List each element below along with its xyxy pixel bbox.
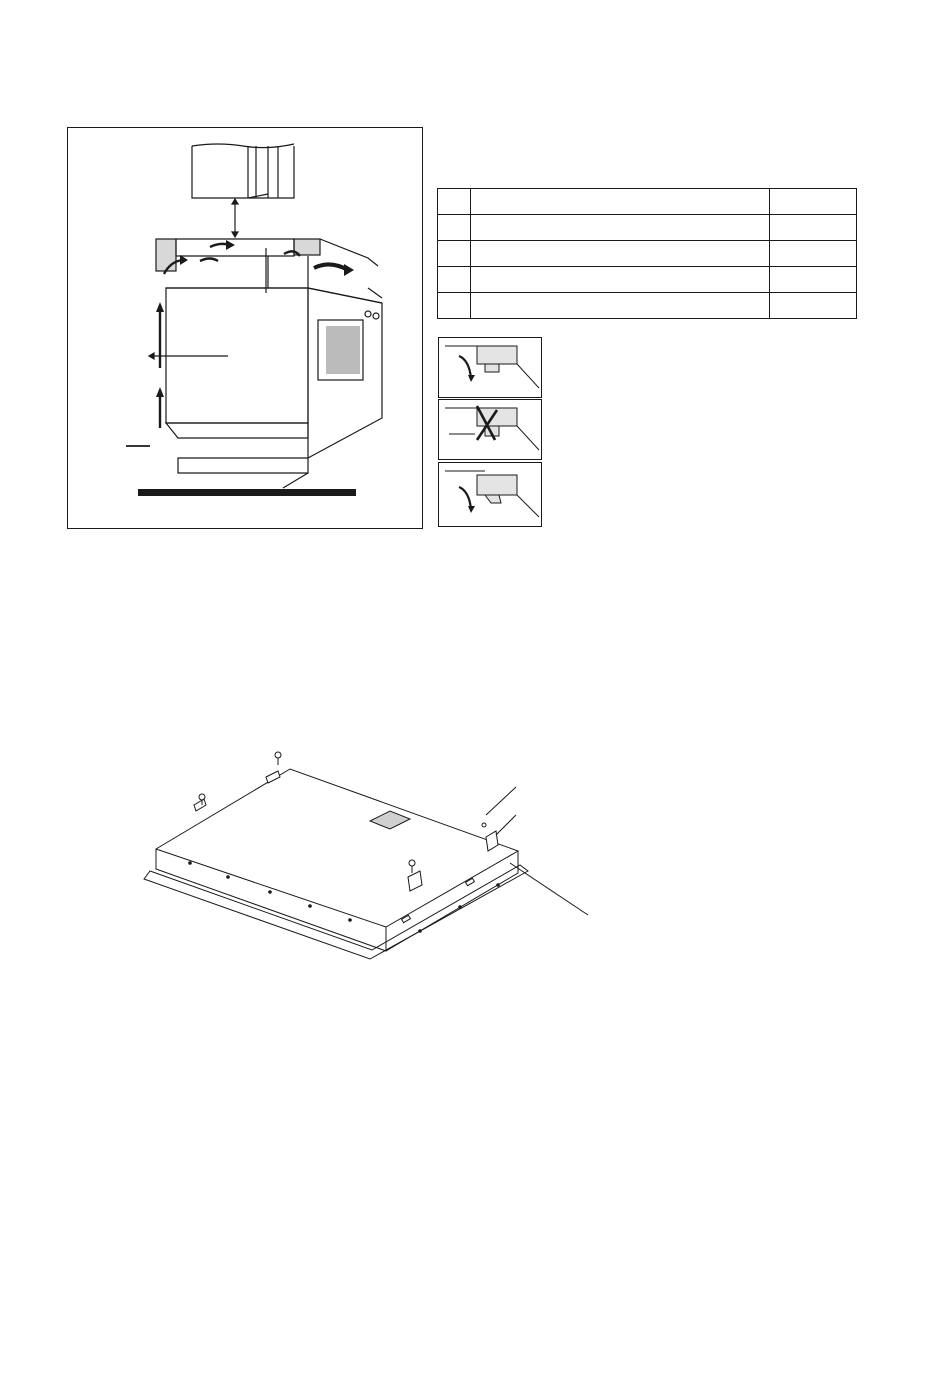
table-row	[438, 267, 857, 293]
seal-thumbnail-correct-1	[438, 337, 542, 398]
table-cell-value	[770, 189, 857, 215]
incorrect-seal-crossed-icon	[439, 400, 541, 459]
table-cell-label	[471, 189, 770, 215]
installation-diagram-frame	[67, 127, 423, 529]
table-row	[438, 215, 857, 241]
table-cell-num	[438, 267, 471, 293]
table-cell-label	[471, 267, 770, 293]
table-row	[438, 189, 857, 215]
seal-thumbnail-correct-2	[438, 462, 542, 527]
correct-seal-icon	[439, 463, 541, 526]
hob-underside-icon	[130, 745, 600, 965]
table-cell-num	[438, 241, 471, 267]
airflow-arrow-icon	[160, 244, 348, 428]
correct-seal-icon	[439, 338, 541, 397]
spec-table	[437, 188, 857, 319]
screw-icon	[199, 752, 486, 873]
table-cell-num	[438, 215, 471, 241]
table-cell-value	[770, 267, 857, 293]
table-cell-value	[770, 293, 857, 319]
table-cell-label	[471, 241, 770, 267]
table-cell-num	[438, 293, 471, 319]
oven-cabinet-icon	[166, 256, 382, 488]
table-row	[438, 293, 857, 319]
hob-diagram	[130, 745, 600, 965]
table-cell-value	[770, 215, 857, 241]
installation-diagram	[68, 128, 422, 528]
table-cell-label	[471, 215, 770, 241]
wall-cabinet-icon	[192, 144, 294, 198]
table-cell-label	[471, 293, 770, 319]
table-row	[438, 241, 857, 267]
table-cell-num	[438, 189, 471, 215]
table-cell-value	[770, 241, 857, 267]
floor-plinth-icon	[138, 489, 356, 496]
seal-thumbnail-incorrect	[438, 399, 542, 460]
